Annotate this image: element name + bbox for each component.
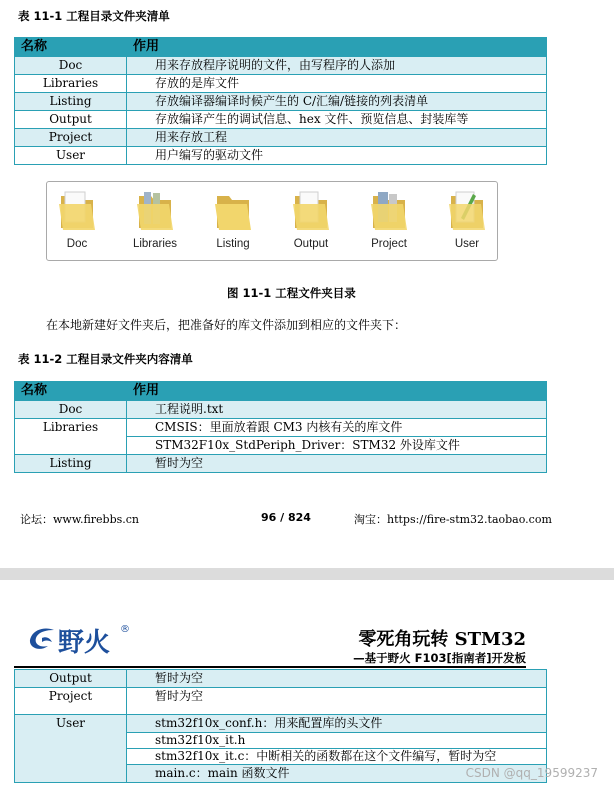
folder-icon: [135, 188, 175, 232]
folder-listing: [203, 188, 263, 250]
table-row: [15, 419, 547, 437]
table-row: [15, 57, 547, 75]
table2-cell-purpose: 工程说明.txt: [127, 401, 547, 419]
table-row: [15, 688, 547, 715]
table1-cell-purpose: 存放的是库文件: [127, 75, 547, 93]
table3-cell-purpose: stm32f10x_it.h: [127, 733, 547, 749]
table1-cell-purpose: 用来存放工程: [127, 129, 547, 147]
book-title: 零死角玩转 STM32: [358, 629, 526, 650]
table-row: [15, 75, 547, 93]
table2-cell-name: Libraries: [15, 419, 127, 455]
registered-mark: ®: [120, 624, 130, 635]
footer-taobao: 淘宝：https://fire-stm32.taobao.com: [354, 513, 552, 526]
table2-header-purpose: 作用: [127, 382, 547, 401]
footer-forum: 论坛：www.firebbs.cn: [20, 513, 140, 526]
table3-cell-purpose: 暂时为空: [127, 670, 547, 688]
folder-output: [281, 188, 341, 250]
header-rule: [14, 666, 526, 668]
table1-caption: 表 11-1 工程目录文件夹清单: [18, 9, 170, 23]
page-separator: [0, 568, 614, 580]
folder-icon: [369, 188, 409, 232]
table3-cell-name: User: [15, 715, 127, 783]
table1-cell-purpose: 用户编写的驱动文件: [127, 147, 547, 165]
body-paragraph: 在本地新建好文件夹后，把准备好的库文件添加到相应的文件夹下：: [46, 318, 407, 332]
flame-logo-icon: [26, 626, 58, 652]
table1-cell-name: Output: [15, 111, 127, 129]
folder-user: [437, 188, 497, 250]
table2-cell-purpose: STM32F10x_StdPeriph_Driver：STM32 外设库文件: [127, 437, 547, 455]
folder-project: [359, 188, 419, 250]
folder-directory-figure: [46, 181, 498, 261]
page-number: 96 / 824: [261, 511, 311, 524]
table-row: [15, 455, 547, 473]
table1-cell-name: User: [15, 147, 127, 165]
table3-cell-name: Output: [15, 670, 127, 688]
folder-icon: [57, 188, 97, 232]
table1-cell-name: Project: [15, 129, 127, 147]
folder-icon: [213, 188, 253, 232]
table2-cell-purpose: CMSIS：里面放着跟 CM3 内核有关的库文件: [127, 419, 547, 437]
table1-cell-purpose: 用来存放程序说明的文件，由写程序的人添加: [127, 57, 547, 75]
table3-cell-purpose: main.c：main 函数文件: [127, 765, 547, 783]
table3-cell-purpose: stm32f10x_conf.h：用来配置库的头文件: [127, 715, 547, 733]
folder-icon: [447, 188, 487, 232]
table1-cell-name: Listing: [15, 93, 127, 111]
table-row: [15, 715, 547, 733]
table-row: [15, 670, 547, 688]
table2: [14, 381, 547, 473]
folder-label: Project: [371, 238, 407, 250]
table2-cell-name: Listing: [15, 455, 127, 473]
folder-doc: [47, 188, 107, 250]
table1-cell-name: Doc: [15, 57, 127, 75]
table1-header-purpose: 作用: [127, 38, 547, 57]
footer-page-number: [261, 511, 311, 524]
table1-cell-purpose: 存放编译器编译时候产生的 C/汇编/链接的列表清单: [127, 93, 547, 111]
folder-libraries: [125, 188, 185, 250]
table1-cell-purpose: 存放编译产生的调试信息、hex 文件、预览信息、封装库等: [127, 111, 547, 129]
table-row: [15, 93, 547, 111]
table-row: [15, 147, 547, 165]
table2-cell-name: Doc: [15, 401, 127, 419]
table-row: [15, 401, 547, 419]
book-subtitle: —基于野火 F103[指南者]开发板: [353, 651, 526, 665]
table2-caption: 表 11-2 工程目录文件夹内容清单: [18, 352, 193, 366]
folder-label: Doc: [66, 238, 88, 250]
table1-cell-name: Libraries: [15, 75, 127, 93]
table2-header-name: 名称: [15, 382, 127, 401]
logo-text: 野火: [58, 628, 111, 658]
folder-label: User: [454, 238, 480, 250]
table-row: [15, 129, 547, 147]
folder-label: Output: [293, 238, 329, 250]
table3-cell-name: Project: [15, 688, 127, 715]
table3-cell-purpose: 暂时为空: [127, 688, 547, 715]
folder-label: Listing: [216, 238, 250, 250]
folder-icon: [291, 188, 331, 232]
table1: [14, 37, 547, 165]
figure-caption: 图 11-1 工程文件夹目录: [227, 286, 356, 300]
table3-cell-purpose: stm32f10x_it.c：中断相关的函数都在这个文件编写，暂时为空: [127, 749, 547, 765]
table-row: [15, 111, 547, 129]
csdn-watermark: CSDN @qq_19599237: [465, 766, 598, 780]
table1-header-name: 名称: [15, 38, 127, 57]
table2-cell-purpose: 暂时为空: [127, 455, 547, 473]
folder-label: Libraries: [132, 238, 178, 250]
